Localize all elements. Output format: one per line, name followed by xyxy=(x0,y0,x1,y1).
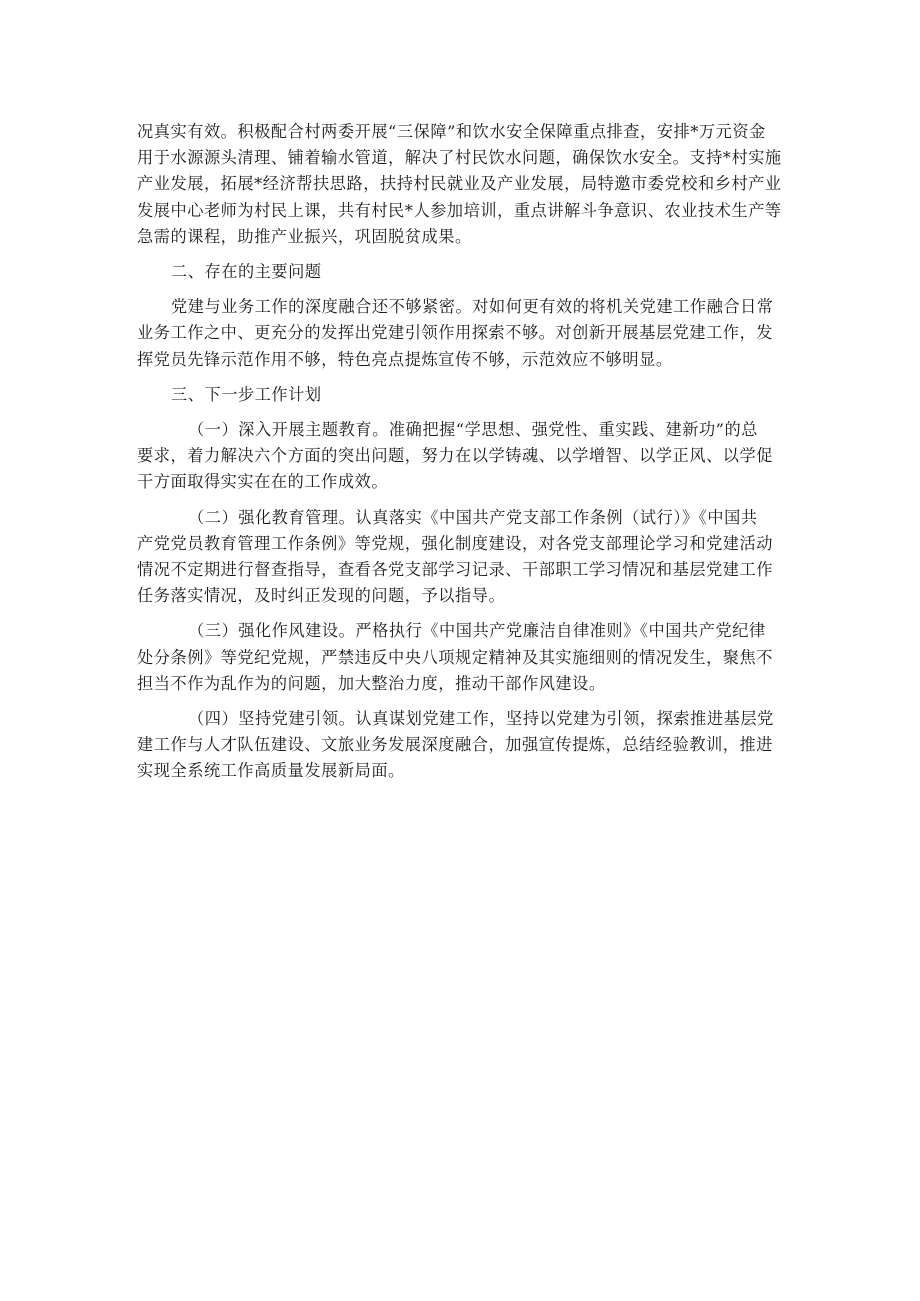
paragraph-item-2 xyxy=(137,505,783,610)
spacer xyxy=(137,697,783,706)
text-line: 党建与业务工作的深度融合还不够紧密。对如何更有效的将机关党建工作融合日常 xyxy=(171,297,774,317)
text-line: 要求，着力解决六个方面的突出问题，努力在以学铸魂、以学增智、以学正风、以学促 xyxy=(137,446,774,466)
paragraph-item-3 xyxy=(137,618,783,697)
text-line: 建工作与人才队伍建设、文旅业务发展深度融合，加强宣传提炼，总结经验教训，推进 xyxy=(137,735,774,755)
spacer xyxy=(137,373,783,382)
section-heading-next-steps: 三、下一步工作计划 xyxy=(171,384,322,404)
text-line: 实现全系统工作高质量发展新局面。 xyxy=(137,761,405,781)
spacer xyxy=(137,609,783,618)
text-line: 况真实有效。积极配合村两委开展“三保障”和饮水安全保障重点排查，安排*万元资金 xyxy=(137,122,766,141)
text-line: 产业发展，拓展*经济帮扶思路，扶持村民就业及产业发展，局特邀市委党校和乡村产业 xyxy=(137,174,782,194)
text-line: （一）深入开展主题教育。准确把握“学思想、强党性、重实践、建新功”的总 xyxy=(188,420,758,440)
text-line: 产党党员教育管理工作条例》等党规，强化制度建设，对各党支部理论学习和党建活动 xyxy=(137,533,774,553)
paragraph-problems xyxy=(137,294,783,373)
spacer xyxy=(137,496,783,505)
text-line: （二）强化教育管理。认真落实《中国共产党支部工作条例（试行）》《中国共 xyxy=(188,507,758,527)
text-line: （四）坚持党建引领。认真谋划党建工作，坚持以党建为引领，探索推进基层党 xyxy=(188,709,774,729)
document-body xyxy=(137,119,783,785)
text-line: 处分条例》等党纪党规，严禁违反中央八项规定精神及其实施细则的情况发生，聚焦不 xyxy=(137,647,774,667)
text-line: 任务落实情况，及时纠正发现的问题，予以指导。 xyxy=(137,586,506,606)
spacer xyxy=(137,408,783,417)
paragraph-item-4 xyxy=(137,706,783,785)
text-line: 用于水源源头清理、铺着输水管道，解决了村民饮水问题，确保饮水安全。支持*村实施 xyxy=(137,148,782,168)
text-line: （三）强化作风建设。严格执行《中国共产党廉洁自律准则》《中国共产党纪律 xyxy=(188,621,766,641)
text-line: 挥党员先锋示范作用不够，特色亮点提炼宣传不够，示范效应不够明显。 xyxy=(137,349,673,369)
spacer xyxy=(137,250,783,259)
text-line: 担当不作为乱作为的问题，加大整治力度，推动干部作风建设。 xyxy=(137,673,606,693)
paragraph-intro xyxy=(137,119,783,250)
section-heading-problems: 二、存在的主要问题 xyxy=(171,262,322,282)
text-line: 发展中心老师为村民上课，共有村民*人参加培训，重点讲解斗争意识、农业技术生产等 xyxy=(137,200,782,220)
text-line: 业务工作之中、更充分的发挥出党建引领作用探索不够。对创新开展基层党建工作，发 xyxy=(137,323,774,343)
text-line: 干方面取得实实在在的工作成效。 xyxy=(137,472,389,492)
text-line: 急需的课程，助推产业振兴，巩固脱贫成果。 xyxy=(137,226,472,246)
spacer xyxy=(137,285,783,294)
text-line: 情况不定期进行督查指导，查看各党支部学习记录、干部职工学习情况和基层党建工作 xyxy=(137,560,774,580)
paragraph-item-1 xyxy=(137,417,783,496)
